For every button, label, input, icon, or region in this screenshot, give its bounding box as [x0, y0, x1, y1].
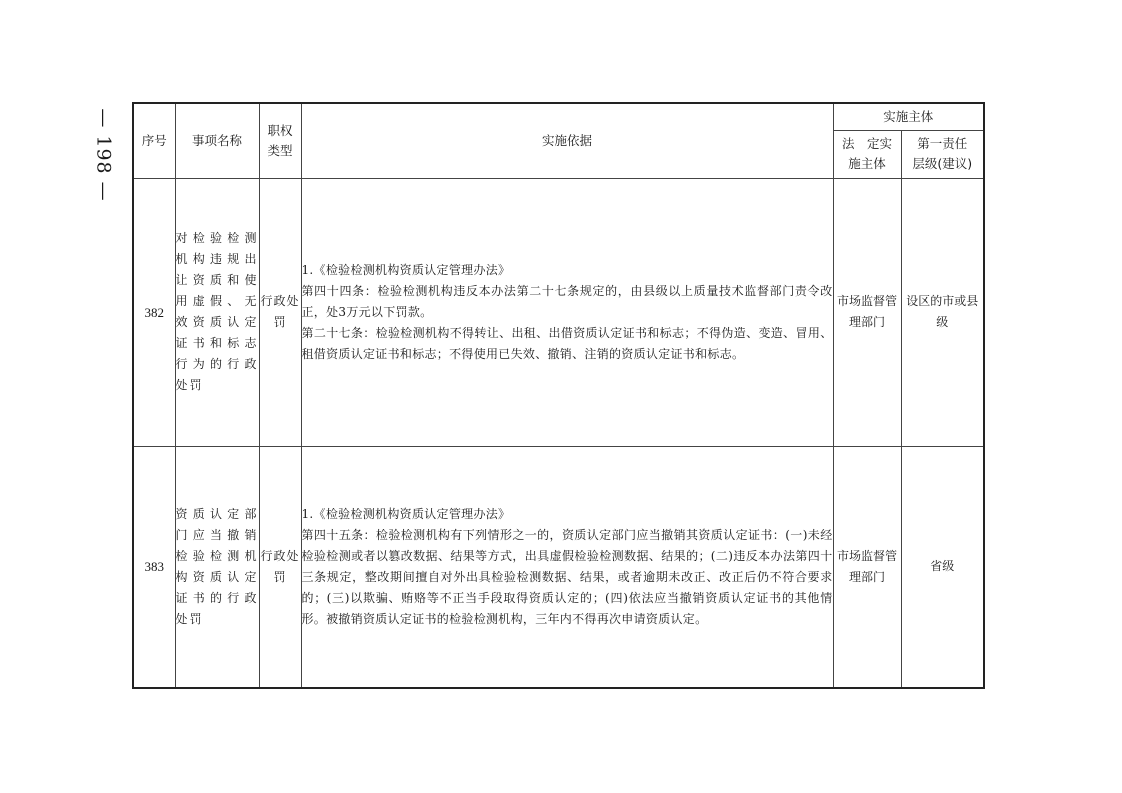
row-responsibility-level: 省级: [901, 446, 984, 688]
basis-line: 第四十四条：检验检测机构违反本办法第二十七条规定的，由县级以上质量技术监督部门责令改正，处3万元以下罚款。: [301, 283, 833, 319]
row-basis: [301, 178, 833, 446]
basis-line: 第二十七条：检验检测机构不得转让、出租、出借资质认定证书和标志；不得伪造、变造、冒用、租借资质认定证书和标志；不得使用已失效、撤销、注销的资质认定证书和标志。: [301, 325, 833, 361]
header-basis: 实施依据: [301, 103, 833, 178]
basis-line: 1.《检验检测机构资质认定管理办法》: [301, 262, 511, 277]
header-subject-group: 实施主体: [833, 103, 984, 130]
row-power-type: 行政处罚: [259, 446, 301, 688]
row-legal-subject: 市场监督管理部门: [833, 446, 901, 688]
row-responsibility-level: 设区的市或县级: [901, 178, 984, 446]
power-list-table: [132, 102, 985, 689]
row-power-type: 行政处罚: [259, 178, 301, 446]
row-item-name: 对检验检测机构违规出让资质和使用虚假、无效资质认定证书和标志行为的行政处罚: [175, 178, 259, 446]
header-legal-subject: 法 定实施主体: [833, 130, 901, 178]
row-basis: [301, 446, 833, 688]
row-seq: 382: [133, 178, 175, 446]
basis-line: 第四十五条：检验检测机构有下列情形之一的，资质认定部门应当撤销其资质认定证书：(一)未经检验检测或者以篡改数据、结果等方式，出具虚假检验检测数据、结果的；(二)违反本办法第四十三条规定，整改期间擅自对外出具检验检测数据、结果，或者逾期未改正、改正后仍不符合要求的；(三)以欺骗、贿赂等不正当手段取得资质认定的；(四)依法应当撤销资质认定证书的其他情形。被撤销资质认定证书的检验检测机构，三年内不得再次申请资质认定。: [301, 527, 833, 626]
page-number: [84, 100, 124, 210]
table-row: [133, 178, 984, 446]
header-type: 职权类型: [259, 103, 301, 178]
page-number-text: — 198 —: [93, 108, 116, 202]
table-row: [133, 446, 984, 688]
header-seq: 序号: [133, 103, 175, 178]
basis-line: 1.《检验检测机构资质认定管理办法》: [301, 506, 511, 521]
header-name: 事项名称: [175, 103, 259, 178]
row-item-name: 资质认定部门应当撤销检验检测机构资质认定证书的行政处罚: [175, 446, 259, 688]
row-seq: 383: [133, 446, 175, 688]
row-legal-subject: 市场监督管理部门: [833, 178, 901, 446]
header-responsibility-level: 第一责任层级(建议): [901, 130, 984, 178]
